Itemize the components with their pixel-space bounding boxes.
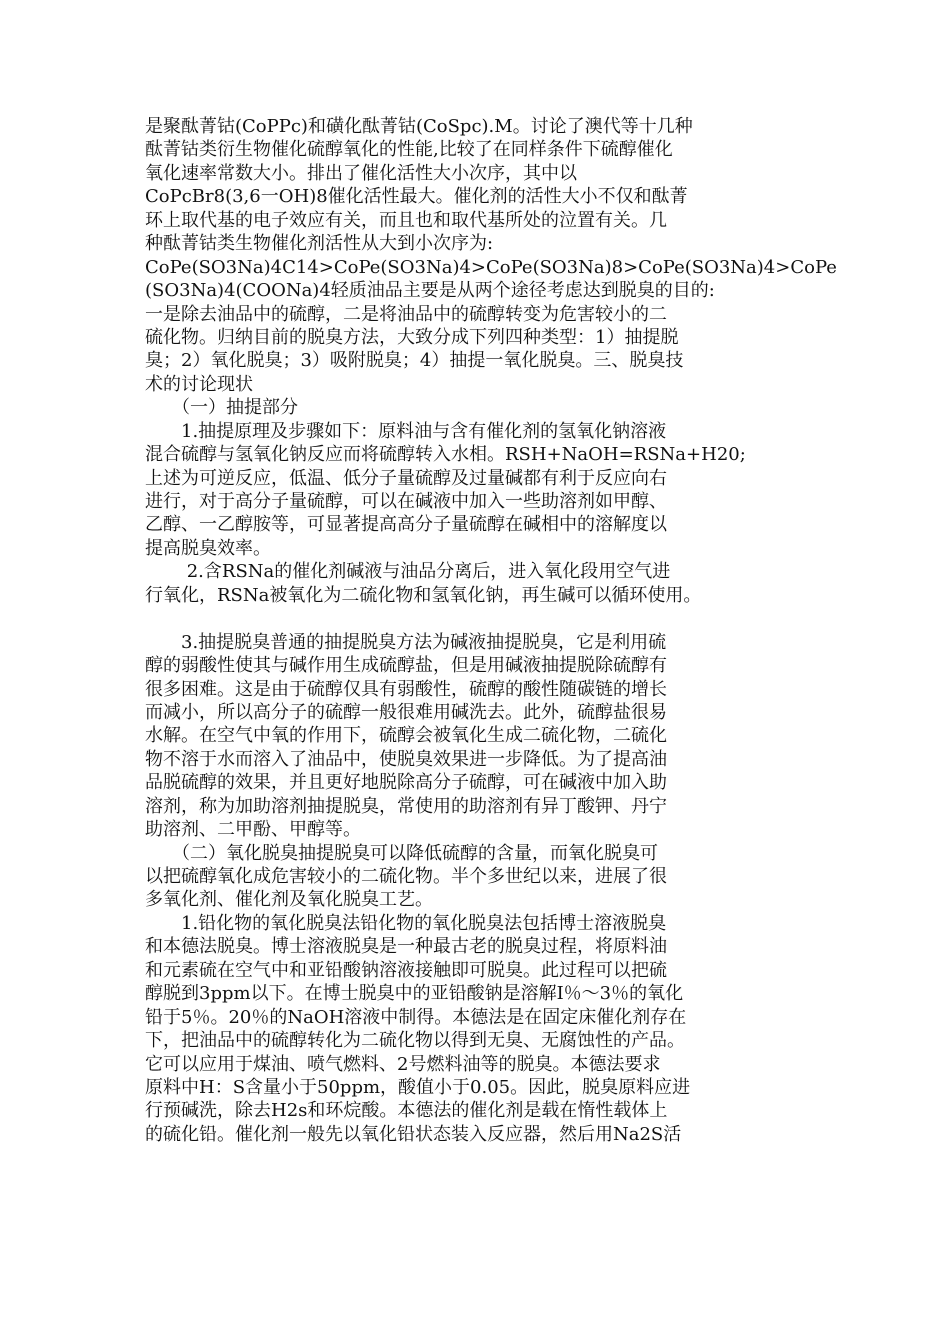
text-line (145, 607, 807, 630)
text-line: 铅于5％。20％的NaOH溶液中制得。本德法是在固定床催化剂存在 (145, 1006, 687, 1028)
text-line: 很多困难。这是由于硫醇仅具有弱酸性，硫醇的酸性随碳链的增长 (145, 678, 667, 700)
text-line: 硫化物。归纳目前的脱臭方法，大致分成下列四种类型：1）抽提脱 (145, 326, 679, 348)
text-line: （二）氧化脱臭抽提脱臭可以降低硫醇的含量，而氧化脱臭可 (145, 842, 658, 864)
text-line: 原料中H：S含量小于50ppm，酸值小于0.05。因此，脱臭原料应进 (145, 1076, 691, 1098)
text-line: 一是除去油品中的硫醇，二是将油品中的硫醇转变为危害较小的二 (145, 303, 667, 325)
text-line: 醇的弱酸性使其与碱作用生成硫醇盐，但是用碱液抽提脱除硫醇有 (145, 655, 667, 677)
text-line: 行氧化，RSNa被氧化为二硫化物和氢氧化钠，再生碱可以循环使用。 (145, 584, 702, 606)
text-line: 和元素硫在空气中和亚铅酸钠溶液接触即可脱臭。此过程可以把硫 (145, 959, 667, 981)
text-line: 1.抽提原理及步骤如下：原料油与含有催化剂的氢氧化钠溶液 (145, 420, 667, 442)
text-line: 水解。在空气中氧的作用下，硫醇会被氧化生成二硫化物，二硫化 (145, 725, 667, 747)
text-line: 混合硫醇与氢氧化钠反应而将硫醇转入水相。RSH+NaOH=RSNa+H20; (145, 444, 746, 466)
text-line: 以把硫醇氧化成危害较小的二硫化物。半个多世纪以来，进展了很 (145, 866, 667, 887)
text-line: 是聚酞菁钴(CoPPc)和磺化酞菁钴(CoSpc).M。讨论了澳代等十几种 (145, 116, 693, 137)
text-line: 氧化速率常数大小。排出了催化活性大小次序，其中以 (145, 162, 577, 184)
document-page (145, 115, 837, 1146)
text-line: 上述为可逆反应，低温、低分子量硫醇及过量碱都有利于反应向右 (145, 467, 667, 489)
text-line: 行预碱洗，除去H2s和环烷酸。本德法的催化剂是载在惰性载体上 (145, 1100, 668, 1122)
text-line: 下，把油品中的硫醇转化为二硫化物以得到无臭、无腐蚀性的产品。 (145, 1030, 685, 1052)
text-line: 和本德法脱臭。博士溶液脱臭是一种最古老的脱臭过程，将原料油 (145, 936, 667, 958)
text-line: 品脱硫醇的效果，并且更好地脱除高分子硫醇，可在碱液中加入助 (145, 772, 667, 794)
text-line: 它可以应用于煤油、喷气燃料、2号燃料油等的脱臭。本德法要求 (145, 1053, 661, 1075)
text-line: 酞菁钴类衍生物催化硫醇氧化的性能,比较了在同样条件下硫醇催化 (145, 139, 673, 161)
text-line: 物不溶于水而溶入了油品中，使脱臭效果进一步降低。为了提高油 (145, 748, 667, 770)
text-line: 2.含RSNa的催化剂碱液与油品分离后，进入氧化段用空气进 (145, 561, 671, 583)
text-line: CoPcBr8(3,6一OH)8催化活性最大。催化剂的活性大小不仅和酞菁 (145, 186, 688, 208)
text-line: 多氧化剂、催化剂及氧化脱臭工艺。 (145, 889, 433, 911)
text-line: 臭；2）氧化脱臭；3）吸附脱臭；4）抽提一氧化脱臭。三、脱臭技 (145, 350, 684, 372)
text-line: （一）抽提部分 (145, 397, 298, 419)
text-line: 的硫化铅。催化剂一般先以氧化铅状态装入反应器，然后用Na2S活 (145, 1123, 682, 1145)
text-line: (SO3Na)4(COONa)4轻质油品主要是从两个途径考虑达到脱臭的目的: (145, 280, 715, 302)
text-line: CoPe(SO3Na)4C14>CoPe(SO3Na)4>CoPe(SO3Na)8>CoPe(SO3Na)4>CoPe (145, 256, 837, 278)
text-line: 助溶剂、二甲酚、甲醇等。 (145, 819, 361, 841)
text-line: 醇脱到3ppm以下。在博士脱臭中的亚铅酸钠是溶解I％～3％的氧化 (145, 983, 684, 1005)
text-line: 3.抽提脱臭普通的抽提脱臭方法为碱液抽提脱臭，它是利用硫 (145, 631, 667, 653)
text-line: 种酞菁钴类生物催化剂活性从大到小次序为: (145, 233, 494, 255)
text-line: 提高脱臭效率。 (145, 537, 271, 559)
text-line: 溶剂，称为加助溶剂抽提脱臭，常使用的助溶剂有异丁酸钾、丹宁 (145, 795, 667, 817)
text-line: 进行，对于高分子量硫醇，可以在碱液中加入一些助溶剂如甲醇、 (145, 491, 667, 512)
text-line: 乙醇、一乙醇胺等，可显著提高高分子量硫醇在碱相中的溶解度以 (145, 514, 667, 536)
text-line: 术的讨论现状 (145, 373, 253, 395)
text-line: 而减小，所以高分子的硫醇一般很难用碱洗去。此外，硫醇盐很易 (145, 701, 667, 723)
text-line: 1.铅化物的氧化脱臭法铅化物的氧化脱臭法包括博士溶液脱臭 (145, 912, 667, 934)
text-line: 环上取代基的电子效应有关，而且也和取代基所处的泣置有关。几 (145, 209, 667, 231)
